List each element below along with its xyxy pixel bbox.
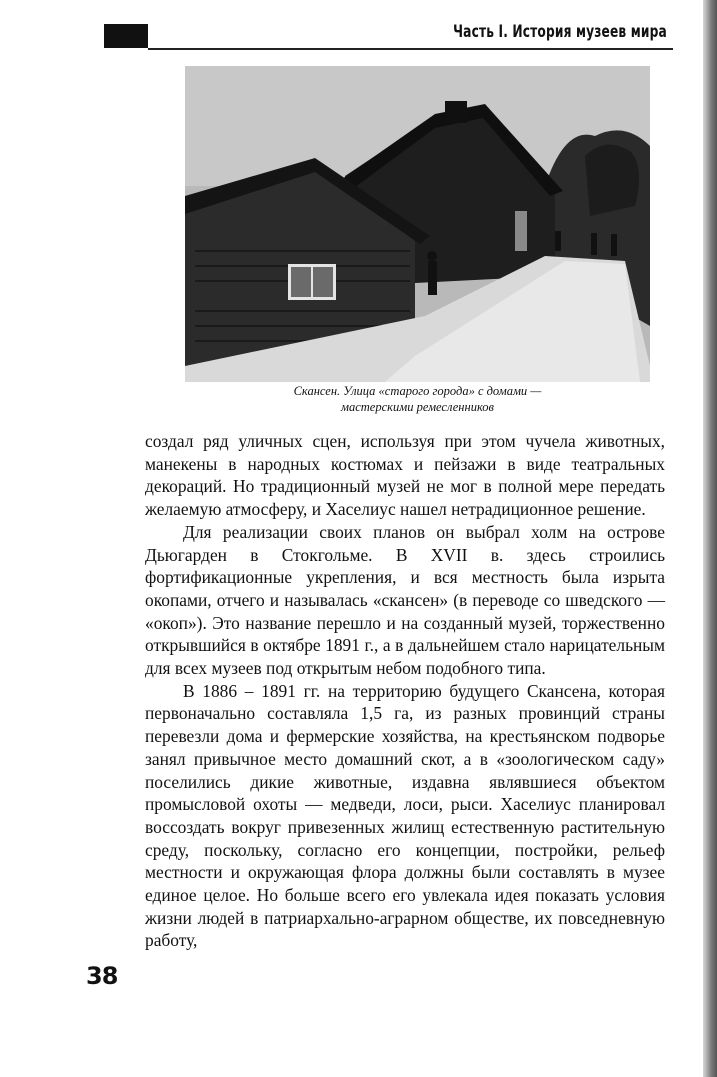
header-rule <box>148 48 673 50</box>
running-head: Часть I. История музеев мира <box>453 22 667 42</box>
page-edge-shadow <box>703 0 717 1077</box>
caption-line-2: мастерскими ремесленников <box>340 400 494 414</box>
body-text <box>145 430 665 952</box>
paragraph: Для реализации своих планов он выбрал холм на острове Дьюгарден в Стокгольме. В XVII в. здесь строились фортификационные укрепления, и вся местность была изрыта окопами, отчего и называлась «скансен» (в переводе со шведского — «окоп»). Это название перешло и на созданный музей, торжественно открывшийся в октябре 1891 г., а в дальнейшем стало нарицательным для всех музеев под открытым небом подобного типа. <box>145 521 665 679</box>
skansen-photo <box>185 66 650 382</box>
header-marker <box>104 24 148 48</box>
paragraph: В 1886 – 1891 гг. на территорию будущего Скансена, которая первоначально составляла 1,5 га, из разных провинций страны перевезли дома и фермерские хозяйства, на крестьянском подворье занял привычное место домашний скот, а в «зоологическом саду» поселились дикие животные, издавна являвшиеся объектом промысловой охоты — медведи, лоси, рыси. Хаселиус планировал воссоздать вокруг привезенных жилищ естественную растительную среду, поскольку, согласно его концепции, постройки, рельеф местности и окружающая флора должны были составлять в музее единое целое. Но больше всего его увлекала идея показать условия жизни людей в патриархально-аграрном обществе, их повседневную работу, <box>145 680 665 951</box>
paragraph: создал ряд уличных сцен, используя при этом чучела животных, манекены в народных костюмах и пейзажи в виде театральных декораций. Но традиционный музей не мог в полной мере передать желаемую атмосферу, и Хаселиус нашел нетрадиционное решение. <box>145 431 665 520</box>
caption-line-1: Скансен. Улица «старого города» с домами — <box>293 384 542 398</box>
page-number: 38 <box>86 962 118 990</box>
figure-caption <box>185 383 650 415</box>
